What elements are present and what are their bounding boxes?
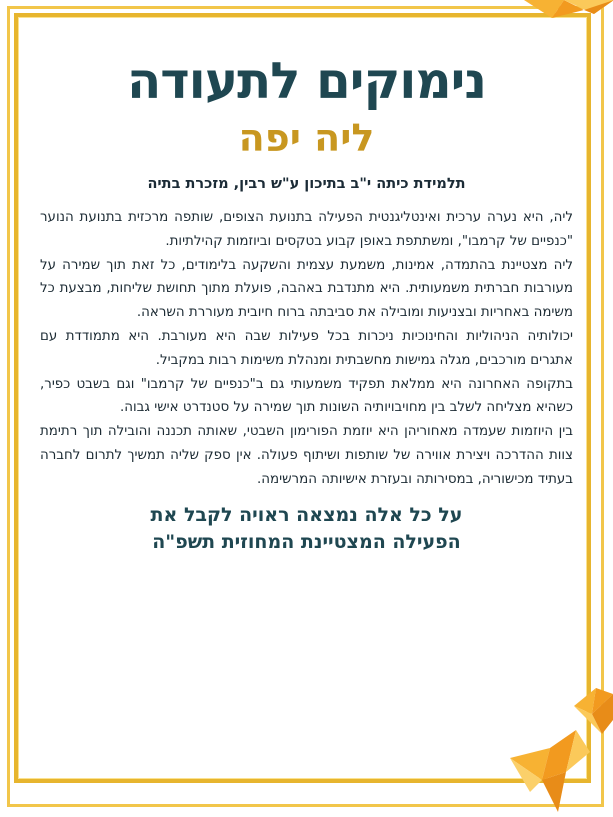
certificate-content bbox=[40, 30, 573, 556]
certificate-title: נימוקים לתעודה bbox=[126, 52, 487, 110]
justification-paragraph: בתקופה האחרונה היא ממלאת תפקיד משמעותי גם ב"כנפיים של קרמבו" וגם בשבט כפיר, כשהיא מצליחה לשלב בין מחויבויותיה השונות תוך שמירה על סטנדרט אישי גבוה. bbox=[40, 376, 573, 416]
justification-text bbox=[40, 206, 573, 492]
justification-paragraph: יכולותיה הניהוליות והחינוכיות ניכרות בכל פעילות שבה היא מעורבת. היא מתמודדת עם אתגרים מורכבים, מגלה גמישות מחשבתית ומנהלת משימות רבות במקביל. bbox=[40, 328, 573, 368]
award-title-line: הפעילה המצטיינת המחוזית תשפ"ה bbox=[152, 530, 461, 553]
paper-bird-icon bbox=[524, 0, 613, 26]
paper-bird-icon bbox=[506, 728, 590, 814]
justification-paragraph: ליה מצטיינת בהתמדה, אמינות, משמעת עצמית והשקעה בלימודים, כל זאת תוך שמירה על מעורבות חברתית משמעותית. היא מתנדבת באהבה, פועלת מתוך תחושת שליחות, מבצעת כל משימה באחריות ובצניעות ומובילה את סביבתה ברוח חיובית מעוררת השראה. bbox=[40, 257, 573, 321]
award-statement-line: על כל אלה נמצאה ראויה לקבל את bbox=[150, 503, 463, 526]
recipient-name: ליה יפה bbox=[238, 116, 375, 160]
award-statement bbox=[40, 502, 573, 556]
recipient-description: תלמידת כיתה י"ב בתיכון ע"ש רבין, מזכרת בתיה bbox=[147, 176, 466, 192]
justification-paragraph: ליה, היא נערה ערכית ואינטליגנטית הפעילה בתנועת הצופים, שותפה מרכזית בתנועת הנוער "כנפיים של קרמבו", ומשתתפת באופן קבוע בטקסים וביוזמות קהילתיות. bbox=[40, 210, 573, 249]
justification-paragraph: בין היוזמות שעמדה מאחוריהן היא יוזמת הפורימון השבטי, שאותה תכננה והובילה תוך רתימת צוות ההדרכה ויצירת אווירה של שותפות ושיתוף פעולה. אין ספק שליה תמשיך לתרום לחברה בעתיד מכישוריה, במסירותה ובעזרת אישיותה המרשימה. bbox=[40, 424, 573, 487]
